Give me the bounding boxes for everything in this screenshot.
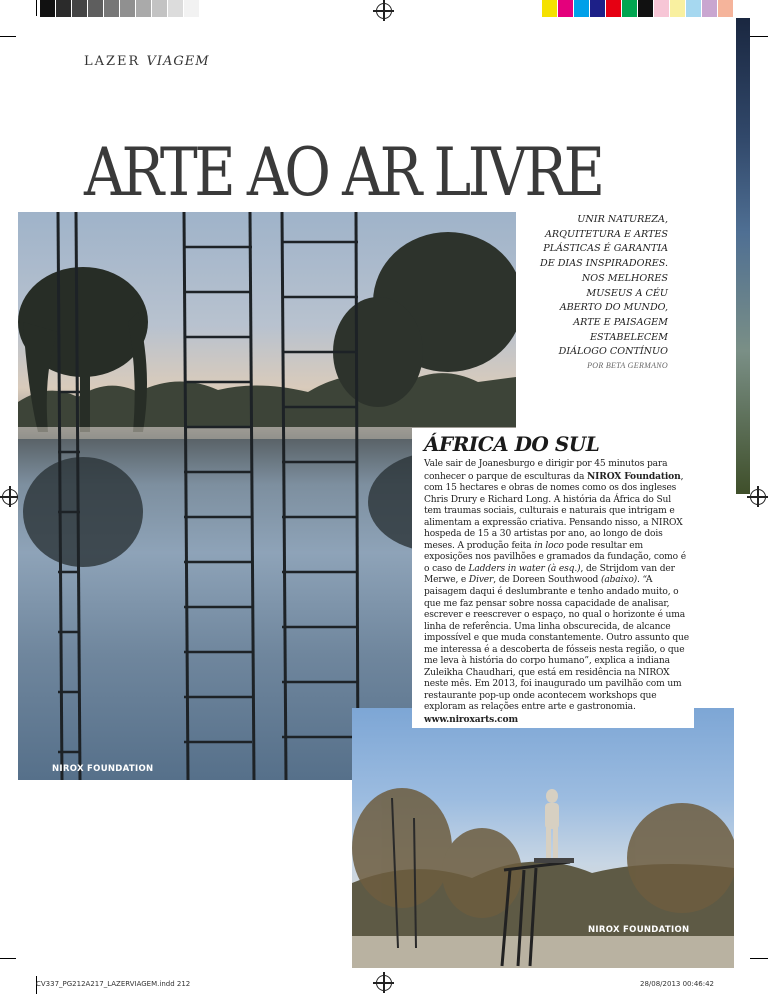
color-swatch bbox=[574, 0, 590, 17]
deck-line: ARQUITETURA E ARTES bbox=[545, 228, 668, 240]
color-swatch bbox=[72, 0, 88, 17]
deck-line: MUSEUS A CÉU bbox=[586, 287, 668, 299]
color-swatch bbox=[152, 0, 168, 17]
color-swatch bbox=[686, 0, 702, 17]
color-swatch bbox=[56, 0, 72, 17]
artwork-title: Ladders in water bbox=[468, 563, 545, 574]
org-name: NIROX Foundation bbox=[587, 470, 681, 482]
page-title: ARTE AO AR LIVRE bbox=[84, 134, 602, 211]
section-subname: VIAGEM bbox=[146, 54, 210, 69]
color-swatch bbox=[88, 0, 104, 17]
color-swatch bbox=[590, 0, 606, 17]
color-colorbar bbox=[542, 0, 734, 17]
registration-mark bbox=[2, 489, 18, 505]
adjacent-page-bleed bbox=[736, 18, 750, 494]
color-swatch bbox=[654, 0, 670, 17]
section-label bbox=[84, 54, 210, 69]
print-timestamp: 28/08/2013 00:46:42 bbox=[640, 980, 715, 988]
deck-line: NOS MELHORES bbox=[581, 272, 668, 284]
deck-line: DE DIAS INSPIRADORES. bbox=[540, 258, 668, 270]
photo-credit: NIROX FOUNDATION bbox=[52, 764, 154, 774]
photo-credit: NIROX FOUNDATION bbox=[588, 925, 690, 935]
color-swatch bbox=[638, 0, 654, 17]
article-heading: ÁFRICA DO SUL bbox=[424, 432, 600, 456]
deck-line: UNIR NATUREZA, bbox=[577, 214, 668, 225]
color-swatch bbox=[718, 0, 734, 17]
article-deck bbox=[526, 213, 668, 360]
deck-line: ESTABELECEM bbox=[590, 331, 668, 343]
color-swatch bbox=[542, 0, 558, 17]
website-link[interactable]: www.niroxarts.com bbox=[424, 714, 518, 726]
section-name: LAZER bbox=[84, 54, 141, 69]
deck-line: DIÁLOGO CONTÍNUO bbox=[558, 346, 668, 358]
crop-mark bbox=[750, 36, 768, 37]
registration-mark bbox=[750, 489, 766, 505]
deck-line: ABERTO DO MUNDO, bbox=[559, 302, 668, 314]
article-body bbox=[412, 428, 694, 728]
grayscale-colorbar bbox=[40, 0, 200, 17]
artwork-title: Diver bbox=[468, 575, 494, 586]
color-swatch bbox=[40, 0, 56, 17]
crop-mark bbox=[750, 958, 768, 959]
file-slug: CV337_PG212A217_LAZERVIAGEM.indd 212 bbox=[36, 980, 191, 988]
color-swatch bbox=[558, 0, 574, 17]
color-swatch bbox=[670, 0, 686, 17]
color-swatch bbox=[168, 0, 184, 17]
color-swatch bbox=[120, 0, 136, 17]
registration-mark bbox=[376, 975, 392, 991]
deck-line: PLÁSTICAS É GARANTIA bbox=[543, 243, 668, 255]
crop-mark bbox=[36, 0, 37, 16]
color-swatch bbox=[136, 0, 152, 17]
color-swatch bbox=[702, 0, 718, 17]
color-swatch bbox=[622, 0, 638, 17]
crop-mark bbox=[0, 958, 16, 959]
crop-mark bbox=[0, 36, 16, 37]
deck-line: ARTE E PAISAGEM bbox=[573, 316, 668, 328]
byline: POR BETA GERMANO bbox=[587, 361, 668, 370]
color-swatch bbox=[606, 0, 622, 17]
color-swatch bbox=[184, 0, 200, 17]
color-swatch bbox=[104, 0, 120, 17]
article-text: Vale sair de Joanesburgo e dirigir por 45 minutos para conhecer o parque de esculturas da NIROX Foundation, com 15 hectares e obras de nomes como os dos ingleses Chris Drury e Richard Long. A história da África do Sul tem traumas sociais, culturais e naturais que intrigam e alimentam a expressão criativa. Pensando nisso, a NIROX hospeda de 15 a 30 artistas por ano, ao longo de dois meses. A produção feita in loco pode resultar em exposições nos pavilhões e gramados da fundação, como é o caso de Ladders in water (à esq.), de Strijdom van der Merwe, e Diver, de Doreen Southwood (abaixo). “A paisagem daqui é deslumbrante e tenho andado muito, o que me faz pensar sobre nossa capacidade de analisar, escrever e reescrever o espaço, no qual o horizonte é uma linha de referência. Uma linha obscurecida, de alcance impossível e que muda constantemente. Outro assunto que me interessa é a descoberta de fósseis nesta região, o que me leva à história do corpo humano”, explica a indiana Zuleikha Chaudhari, que está em residência na NIROX neste mês. Em 2013, foi inaugurado um pavilhão com um restaurante pop-up onde acontecem workshops que exploram as relações entre arte e gastronomia. www.niroxarts.com bbox=[424, 459, 689, 726]
registration-mark bbox=[376, 3, 392, 19]
